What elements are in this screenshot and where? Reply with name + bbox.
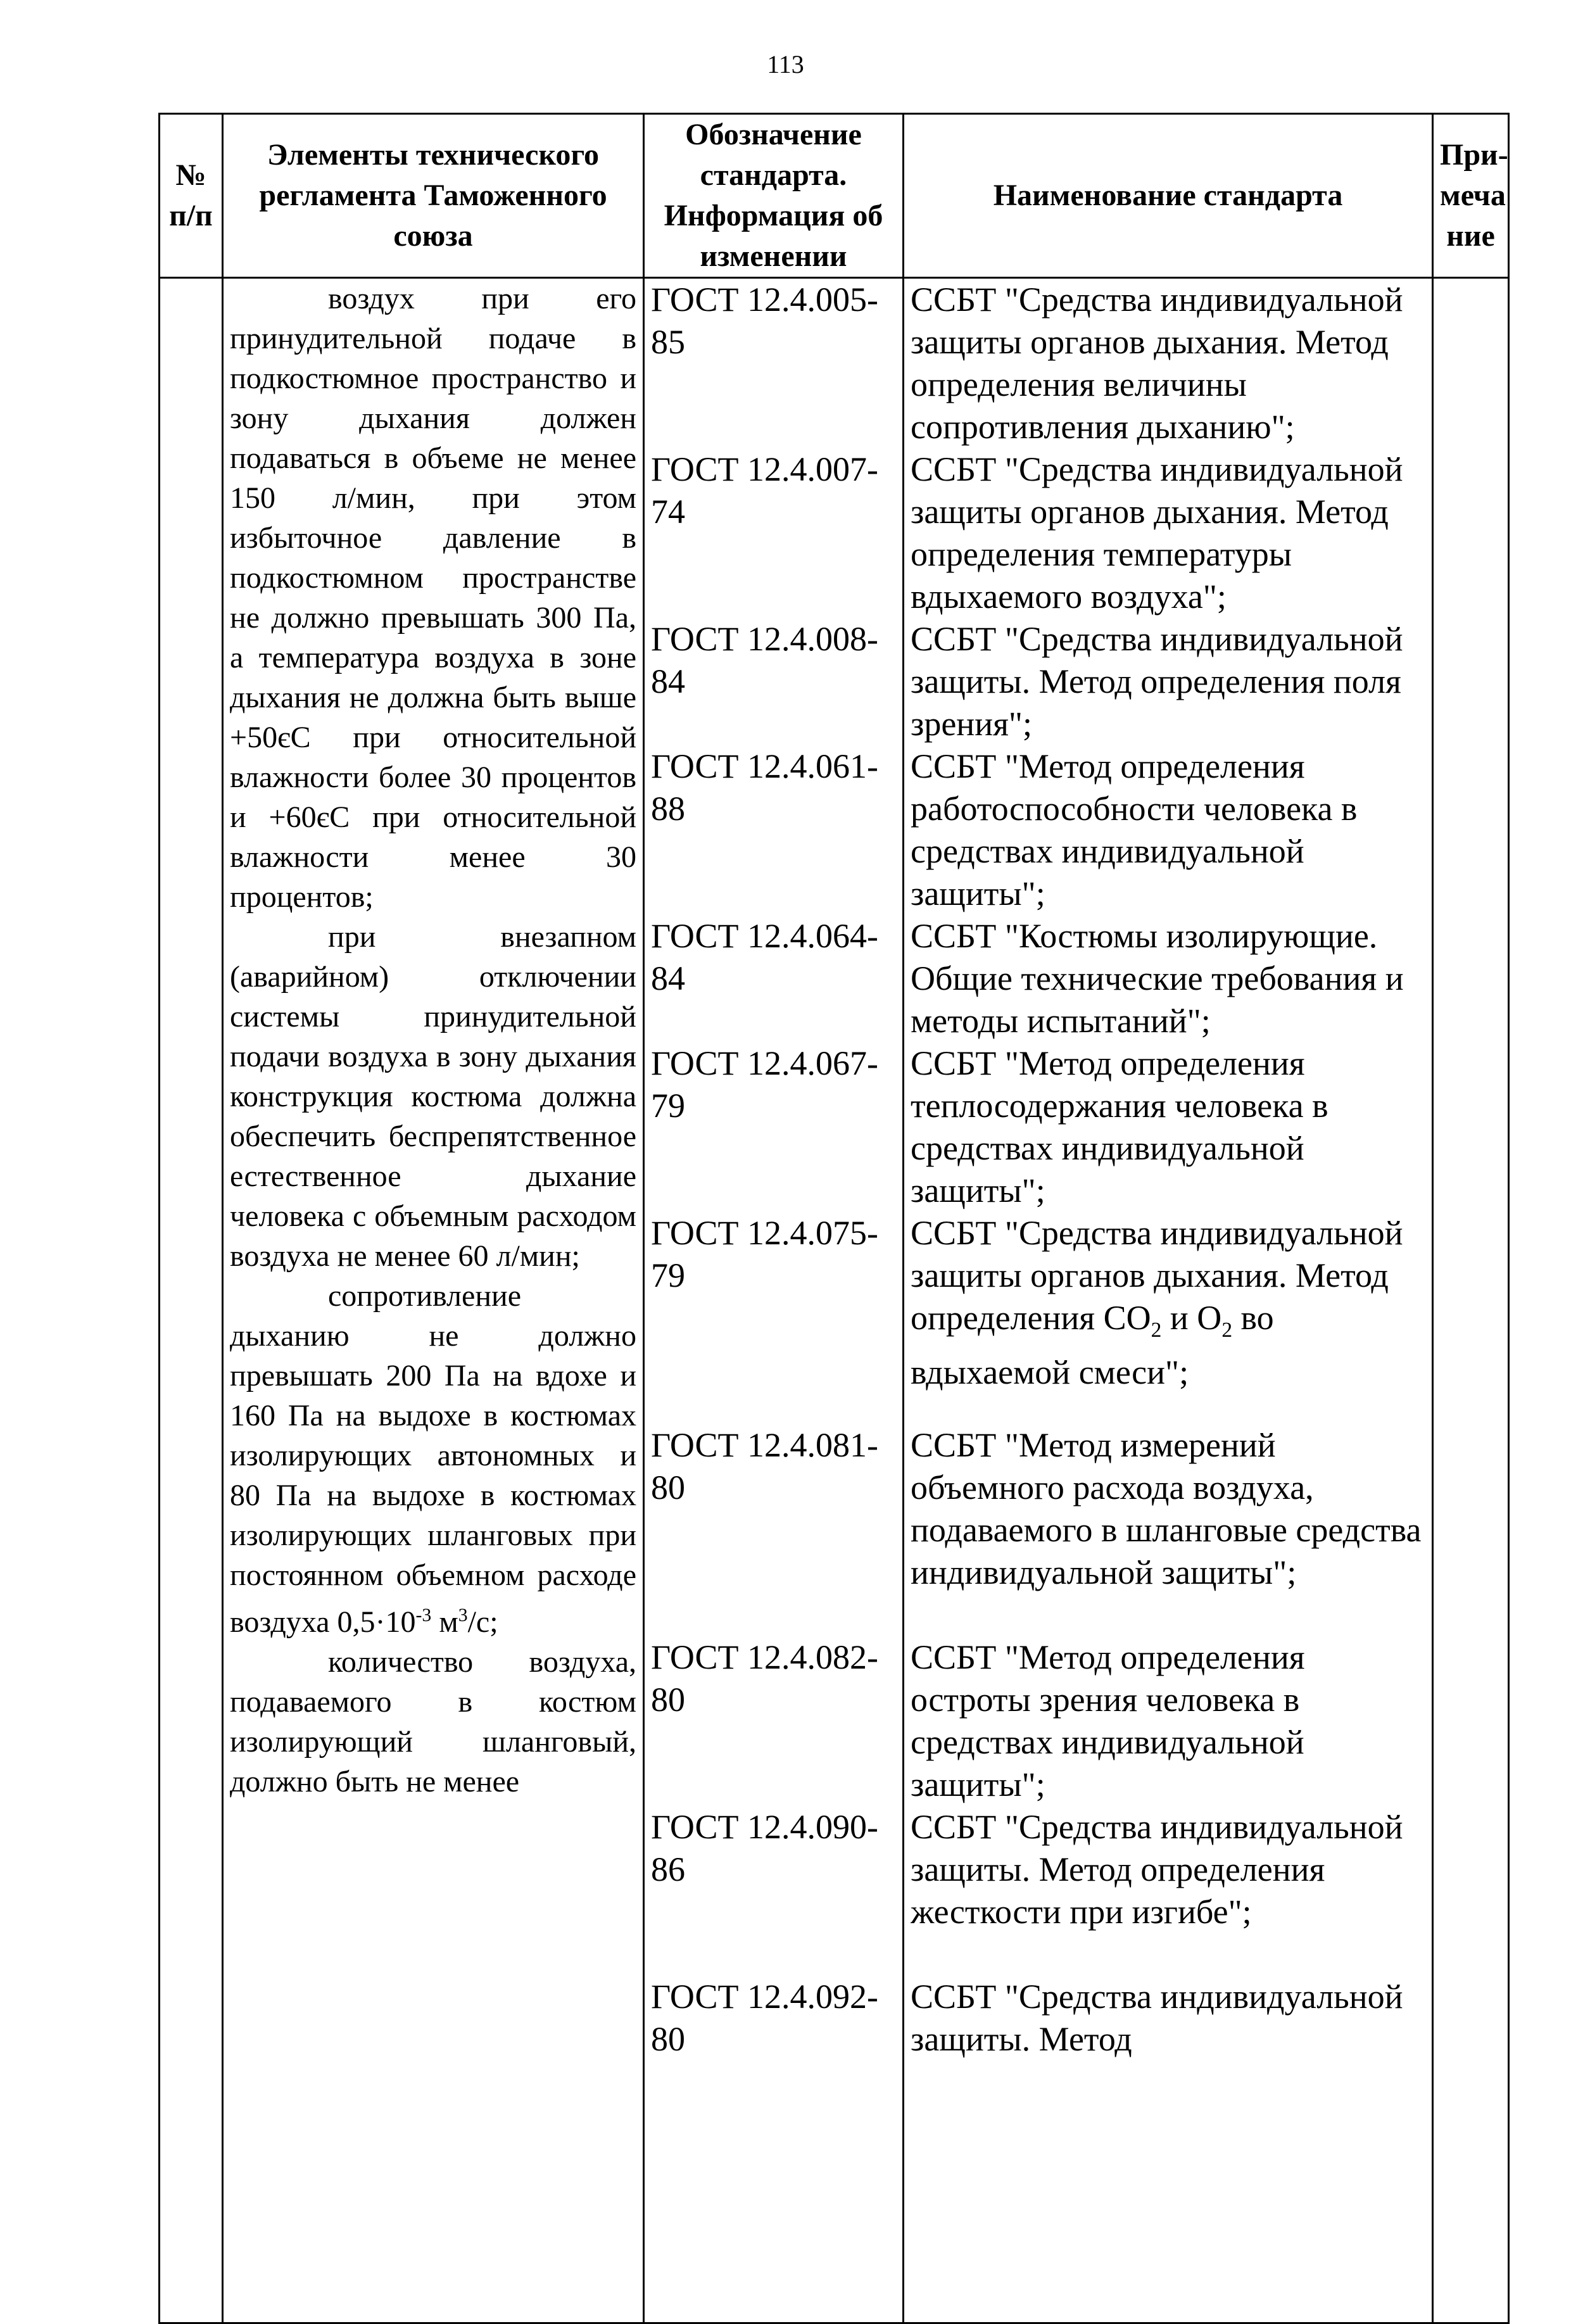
header-elements: Элементы технического регламента Таможенного союза: [223, 114, 644, 278]
standard-name: ССБТ "Средства индивидуальной защиты органов дыхания. Метод определения величины сопротивления дыханию";: [911, 281, 1403, 446]
header-note: При-меча ние: [1433, 114, 1509, 278]
element-paragraph: количество воздуха, подаваемого в костюм изолирующий шланговый, должно быть не менее: [230, 1645, 636, 1798]
standard-name: ССБТ "Средства индивидуальной защиты органов дыхания. Метод определения $CO_2$ и $O_2$ во вдыхаемой смеси";: [911, 1214, 1403, 1391]
header-name: Наименование стандарта: [904, 114, 1433, 278]
table-row: [160, 278, 1509, 2323]
table-header-row: [160, 114, 1509, 278]
element-paragraph: при внезапном (аварийном) отключении системы принудительной подачи воздуха в зону дыхания конструкция костюма должна обеспечить беспрепятственное естественное дыхание человека с объемным расходом воздуха не менее 60 л/мин;: [230, 920, 636, 1273]
element-paragraph: воздух при его принудительной подаче в подкостюмное пространство и зону дыхания должен подаваться в объеме не менее 150 л/мин, при этом избыточное давление в подкостюмном пространстве не должно превышать 300 Па, а температура воздуха в зоне дыхания не должна быть выше +50єС при относительной влажности более 30 процентов и +60єС при относительной влажности менее 30 процентов;: [230, 282, 636, 914]
standard-code: ГОСТ 12.4.092-80: [651, 1978, 879, 2058]
standard-name: ССБТ "Костюмы изолирующие. Общие технические требования и методы испытаний";: [911, 917, 1404, 1040]
standard-code: ГОСТ 12.4.090-86: [651, 1808, 879, 1888]
standard-name: ССБТ "Средства индивидуальной защиты. Метод: [911, 1978, 1403, 2058]
standard-code: ГОСТ 12.4.067-79: [651, 1044, 879, 1125]
standard-code: ГОСТ 12.4.061-88: [651, 747, 879, 828]
standard-name: ССБТ "Средства индивидуальной защиты. Метод определения поля зрения";: [911, 620, 1403, 743]
standard-name: ССБТ "Метод определения остроты зрения человека в средствах индивидуальной защиты";: [911, 1638, 1305, 1803]
num-cell: [160, 278, 223, 2323]
standard-code: ГОСТ 12.4.064-84: [651, 917, 879, 997]
standard-code: ГОСТ 12.4.081-80: [651, 1426, 879, 1506]
standard-name: ССБТ "Метод определения работоспособности человека в средствах индивидуальной защиты";: [911, 747, 1358, 913]
standard-name: ССБТ "Средства индивидуальной защиты. Метод определения жесткости при изгибе";: [911, 1808, 1403, 1931]
standard-name: ССБТ "Метод измерений объемного расхода воздуха, подаваемого в шланговые средства индивидуальной защиты";: [911, 1426, 1422, 1591]
standard-code: ГОСТ 12.4.005-85: [651, 281, 879, 361]
standards-table: [158, 113, 1510, 2324]
elements-cell: [223, 278, 644, 2323]
standard-code: ГОСТ 12.4.008-84: [651, 620, 879, 700]
standard-code: ГОСТ 12.4.075-79: [651, 1214, 879, 1294]
standard-code: ГОСТ 12.4.082-80: [651, 1638, 879, 1719]
standard-name: ССБТ "Средства индивидуальной защиты органов дыхания. Метод определения температуры вдыхаемого воздуха";: [911, 450, 1403, 616]
note-cell: [1433, 278, 1509, 2323]
header-designation: Обозначение стандарта. Информация об изменении: [644, 114, 904, 278]
designation-cell: [644, 278, 904, 2323]
standard-name: ССБТ "Метод определения теплосодержания человека в средствах индивидуальной защиты";: [911, 1044, 1328, 1209]
standard-code: ГОСТ 12.4.007-74: [651, 450, 879, 531]
page-number: 113: [767, 50, 804, 79]
element-paragraph: сопротивление дыханию не должно превышать 200 Па на вдохе и 160 Па на выдохе в костюмах изолирующих автономных и 80 Па на выдохе в костюмах изолирующих шланговых при постоянном объемном расходе воздуха $0,5\cdot 10^{-3}$ $м^3/с$;: [230, 1279, 636, 1639]
name-cell: [904, 278, 1433, 2323]
header-num: № п/п: [160, 114, 223, 278]
